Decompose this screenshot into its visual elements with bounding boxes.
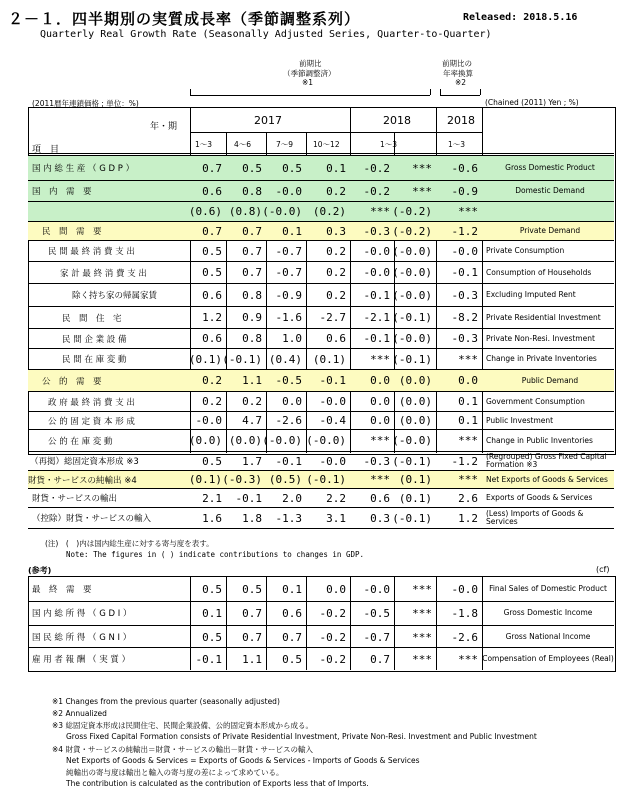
release-date: Released: 2018.5.16 [463,12,578,23]
table-cell: 2.1 [202,491,222,505]
table-cell: (-0.0) [392,266,432,279]
row-label: 民 間 企 業 設 備 [62,334,127,345]
table-row [28,307,614,328]
note-jp: (注) ( )内は国内総生産に対する寄与度を表す。 [45,539,214,548]
footnote-8: The contribution is calculated as the contribution of Exports less that of Imports. [66,779,369,788]
table-cell: (-0.1) [222,352,262,366]
table-cell: *** [458,434,478,447]
table-row [28,430,614,451]
ref-unit: (cf) [596,565,610,574]
table-cell: 0.5 [202,266,222,279]
table-cell: -0.3 [363,224,390,238]
ref-table-cell: 0.0 [326,582,346,596]
row-label-en: Private Residential Investment [486,312,601,322]
table-cell: 0.5 [202,244,222,258]
table-cell: (-0.1) [392,311,432,324]
ref-table-cell: 0.1 [282,582,302,596]
table-cell: *** [370,205,390,218]
ref-table-cell: -0.1 [195,652,222,666]
ref-table-cell: 0.7 [242,606,262,620]
table-cell: -0.0 [363,244,390,258]
table-cell: 0.6 [202,332,222,345]
table-cell: 2.2 [326,491,346,505]
footnote-7: 純輸出の寄与度は輸出と輸入の寄与度の差によって求めている。 [66,768,284,777]
table-cell: 2.6 [458,491,478,505]
table-cell: 0.7 [202,224,222,238]
note-qoq-1: 前期比 [299,59,322,68]
table-cell: (0.6) [188,205,222,218]
ref-table-cell: 0.6 [282,606,302,620]
table-row [28,202,614,221]
table-cell: (0.5) [268,473,302,486]
ref-table-cell: -0.0 [451,582,478,596]
table-cell: (-0.0) [262,434,302,447]
table-cell: 1.1 [242,374,262,387]
table-cell: -0.1 [275,454,302,468]
ref-table-cell: 0.5 [242,582,262,596]
table-cell: 0.0 [458,374,478,387]
table-cell: (0.1) [398,491,432,505]
ref-table-cell: -2.6 [451,630,478,644]
row-label-en: Consumption of Households [486,267,592,277]
table-cell: -2.7 [319,311,346,324]
table-cell: 0.2 [326,184,346,198]
table-cell: 0.7 [202,161,222,175]
table-cell: 0.0 [370,414,390,427]
table-cell: 0.7 [242,266,262,279]
row-label-en: Public Investment [486,415,554,425]
ref-row-label: 国 内 総 所 得 （ G D I ） [32,609,132,619]
header-komoku: 項 目 [32,145,60,155]
table-cell: 0.6 [326,332,346,345]
table-cell: 0.8 [242,184,262,198]
row-label-en: Private Non-Resi. Investment [486,333,595,343]
table-cell: -0.2 [363,184,390,198]
row-label-en: (Less) Imports of Goods & Services [486,509,584,526]
table-cell: 1.8 [242,511,262,525]
table-row [28,392,614,411]
table-cell: -0.1 [235,491,262,505]
table-cell: (0.0) [188,434,222,447]
table-cell: (0.8) [228,205,262,218]
ref-table-cell: 0.5 [202,582,222,596]
ref-table-cell: *** [458,652,478,666]
row-label: 民 間 住 宅 [62,313,122,324]
table-row [28,370,614,391]
ref-table-cell: -0.2 [319,652,346,666]
table-row [28,349,614,369]
table-cell: *** [412,161,432,175]
table-cell: -0.5 [275,374,302,387]
row-label-en: Private Consumption [486,246,565,255]
table-cell: -0.0 [319,454,346,468]
row-label-en: Exports of Goods & Services [486,493,593,502]
ref-table-cell: 0.7 [370,652,390,666]
table-cell: (-0.1) [392,454,432,468]
table-row [28,181,614,201]
row-label-en: Change in Public Inventories [486,435,593,445]
table-cell: -1.6 [275,311,302,324]
header-q1: 1～3 [195,140,213,149]
table-cell: (-0.0) [392,332,432,345]
ref-row-label-en: Gross Domestic Income [503,608,593,617]
unit-left: (2011暦年連鎖価格 ; 単位：%) [32,99,139,108]
table-row [28,412,614,429]
note-en: Note: The figures in ( ) indicate contributions to changes in GDP. [66,550,365,559]
footnote-4: Gross Fixed Capital Formation consists of Private Residential Investment, Private Non-Resi. Investment and Public Investment [66,732,537,741]
table-cell: 0.5 [202,454,222,468]
table-cell: *** [370,434,390,447]
row-label: 国 内 需 要 [32,187,92,197]
table-cell: 1.6 [202,511,222,525]
footnote-6: Net Exports of Goods & Services = Exports of Goods & Services - Imports of Goods & Services [66,756,420,765]
table-cell: 0.2 [202,395,222,408]
table-cell: *** [458,473,478,486]
table-row [28,452,614,470]
table-row [28,471,614,488]
table-cell: (-0.1) [392,511,432,525]
table-cell: (0.0) [398,374,432,387]
ref-table-cell: 0.5 [202,630,222,644]
table-cell: 0.8 [242,288,262,302]
table-row [28,329,614,348]
row-label-en: Gross Domestic Product [505,163,595,172]
table-cell: -0.0 [451,244,478,258]
table-cell: 0.1 [282,224,302,238]
ref-table-cell: -0.2 [319,630,346,644]
table-cell: -0.4 [319,414,346,427]
note-annual-3: ※2 [455,78,467,87]
table-cell: 0.2 [326,244,346,258]
ref-table-cell: -0.7 [363,630,390,644]
ref-table-cell: -0.0 [363,582,390,596]
ref-label: (参考) [28,566,52,575]
row-label: 公 的 需 要 [42,376,102,387]
header-nenki: 年・期 [150,122,178,132]
table-cell: 0.5 [282,161,302,175]
table-cell: -0.7 [275,244,302,258]
footnote-2: ※2 Annualized [52,709,107,718]
table-cell: (-0.0) [392,434,432,447]
ref-table-cell: *** [412,582,432,596]
table-cell: -0.1 [319,374,346,387]
table-cell: 0.1 [458,414,478,427]
table-cell: 4.7 [242,414,262,427]
footnote-3: ※3 総固定資本形成は民間住宅、民間企業設備、公的固定資本形成から成る。 [52,721,313,730]
table-cell: (-0.3) [222,473,262,486]
header-q4: 10～12 [313,140,340,149]
ref-table-row [28,579,614,599]
table-cell: -0.7 [275,266,302,279]
footnote-5: ※4 財貨・サービスの純輸出＝財貨・サービスの輸出－財貨・サービスの輸入 [52,745,313,754]
row-label: 政 府 最 終 消 費 支 出 [48,397,135,408]
header-q6: 1～3 [448,140,466,149]
row-label: 除く持ち家の帰属家賃 [72,291,158,301]
table-cell: -0.1 [451,266,478,279]
table-cell: -0.3 [451,288,478,302]
table-cell: -0.9 [275,288,302,302]
table-cell: 2.0 [282,491,302,505]
row-label-en: Public Demand [521,375,579,385]
table-cell: 0.8 [242,332,262,345]
row-label-en: (Regrouped) Gross Fixed Capital Formation ※3 [486,452,607,469]
row-label-en: Domestic Demand [515,186,585,195]
header-q3: 7～9 [276,140,294,149]
ref-row-label: 国 民 総 所 得 （ G N I ） [32,633,132,643]
table-cell: (-0.0) [392,244,432,258]
table-cell: 0.1 [326,161,346,175]
table-cell: -2.1 [363,311,390,324]
table-cell: 0.6 [202,184,222,198]
table-cell: 3.1 [326,511,346,525]
table-row [28,156,614,180]
ref-row-label: 最 終 需 要 [32,585,92,595]
table-row [28,222,614,240]
table-cell: -1.2 [451,224,478,238]
table-cell: (-0.1) [306,473,346,486]
table-cell: 0.6 [370,491,390,505]
table-cell: *** [412,184,432,198]
table-cell: (-0.2) [392,224,432,238]
ref-row-label-en: Gross National Income [505,632,591,641]
row-label-en: Excluding Imputed Rent [486,290,576,299]
row-label: 国 内 総 生 産 （ G D P ） [32,164,135,174]
note-annual-1: 前期比の [442,59,472,68]
table-cell: *** [370,352,390,366]
note-qoq-3: ※1 [302,78,314,87]
note-annual-2: 年率換算 [443,69,473,78]
note-qoq-2: （季節調整済） [283,69,336,78]
table-cell: -0.9 [451,184,478,198]
table-cell: (0.1) [188,352,222,366]
table-cell: 1.7 [242,454,262,468]
table-cell: 1.2 [202,311,222,324]
table-cell: -0.0 [275,184,302,198]
table-cell: 0.2 [326,288,346,302]
row-label-en: Private Demand [519,226,581,235]
ref-table-cell: 0.5 [282,652,302,666]
row-label: 公 的 在 庫 変 動 [48,436,113,447]
table-cell: (-0.1) [392,352,432,366]
footnote-1: ※1 Changes from the previous quarter (seasonally adjusted) [52,697,280,706]
row-label: 民 間 需 要 [42,227,102,237]
table-cell: -1.3 [275,511,302,525]
table-cell: 1.0 [282,332,302,345]
ref-table-row [28,627,614,647]
table-cell: 0.0 [282,395,302,408]
ref-table-cell: -0.2 [319,606,346,620]
page-title: ２－１．四半期別の実質成長率（季節調整系列） [8,10,361,28]
ref-table-cell: 0.7 [282,630,302,644]
table-cell: (0.1) [312,352,346,366]
table-cell: *** [458,205,478,218]
header-2018a: 2018 [383,114,411,127]
table-cell: 0.2 [326,266,346,279]
ref-table-cell: -0.5 [363,606,390,620]
ref-table-cell: 0.7 [242,630,262,644]
table-cell: -0.1 [363,288,390,302]
table-cell: *** [370,473,390,486]
table-cell: -0.0 [363,266,390,279]
table-cell: 1.2 [458,511,478,525]
table-cell: -2.6 [275,414,302,427]
table-cell: (0.0) [398,414,432,427]
row-label: 民 間 最 終 消 費 支 出 [48,247,135,257]
table-cell: 0.5 [242,161,262,175]
ref-table-row [28,603,614,623]
table-cell: -8.2 [451,311,478,324]
table-cell: 0.0 [370,395,390,408]
table-cell: 0.1 [458,395,478,408]
table-cell: *** [458,352,478,366]
header-q2: 4～6 [234,140,252,149]
ref-table-cell: *** [412,630,432,644]
table-cell: (0.1) [398,473,432,486]
ref-table-cell: 1.1 [242,652,262,666]
table-row [28,262,614,283]
table-cell: -0.0 [319,395,346,408]
ref-row-label: 雇 用 者 報 酬 （ 実 質 ） [32,655,131,665]
row-label: 財貨・サービスの純輸出 ※4 [28,475,137,486]
table-cell: 0.2 [242,395,262,408]
row-label-en: Change in Private Inventories [486,354,597,363]
table-cell: (0.0) [398,395,432,408]
ref-table-cell: *** [412,652,432,666]
table-cell: 0.3 [326,224,346,238]
table-cell: (-0.0) [262,205,302,218]
table-row [28,284,614,306]
table-cell: -0.3 [451,332,478,345]
table-cell: -0.2 [363,161,390,175]
table-row [28,508,614,528]
row-label: 家 計 最 終 消 費 支 出 [60,268,147,279]
row-label-en: Net Exports of Goods & Services [486,474,608,484]
table-cell: 0.0 [370,374,390,387]
row-label: （控除）財貨・サービスの輸入 [32,514,152,524]
ref-table-cell: -1.8 [451,606,478,620]
header-2017: 2017 [254,114,282,127]
page-subtitle: Quarterly Real Growth Rate (Seasonally Adjusted Series, Quarter-to-Quarter) [40,29,492,40]
table-cell: 0.9 [242,311,262,324]
table-cell: -0.0 [195,414,222,427]
table-cell: -0.6 [451,161,478,175]
table-cell: (-0.2) [392,205,432,218]
ref-row-label-en: Final Sales of Domestic Product [489,584,607,593]
row-label: 民 間 在 庫 変 動 [62,355,127,365]
table-cell: (0.1) [188,473,222,486]
table-cell: 0.3 [370,511,390,525]
table-cell: 0.2 [202,374,222,387]
table-cell: (-0.0) [392,288,432,302]
row-label: 公 的 固 定 資 本 形 成 [48,416,135,427]
table-cell: 0.7 [242,224,262,238]
table-cell: (0.0) [228,434,262,447]
table-cell: -1.2 [451,454,478,468]
table-cell: (0.2) [312,205,346,218]
table-row [28,241,614,261]
table-cell: (-0.0) [306,434,346,447]
row-label-en: Government Consumption [486,396,585,406]
table-cell: (0.4) [268,352,302,366]
row-label: 財貨・サービスの輸出 [32,494,118,504]
header-q5: 1～3 [380,140,398,149]
table-cell: -0.3 [363,454,390,468]
unit-right: (Chained (2011) Yen ; %) [485,98,579,107]
ref-table-cell: 0.1 [202,606,222,620]
header-2018b: 2018 [447,114,475,127]
ref-table-cell: *** [412,606,432,620]
row-label: （再掲）総固定資本形成 ※3 [30,457,139,467]
ref-table-row [28,649,614,669]
table-cell: 0.6 [202,288,222,302]
ref-row-label-en: Compensation of Employees (Real) [482,654,614,663]
table-cell: 0.7 [242,244,262,258]
table-cell: -0.1 [363,332,390,345]
table-row [28,489,614,507]
